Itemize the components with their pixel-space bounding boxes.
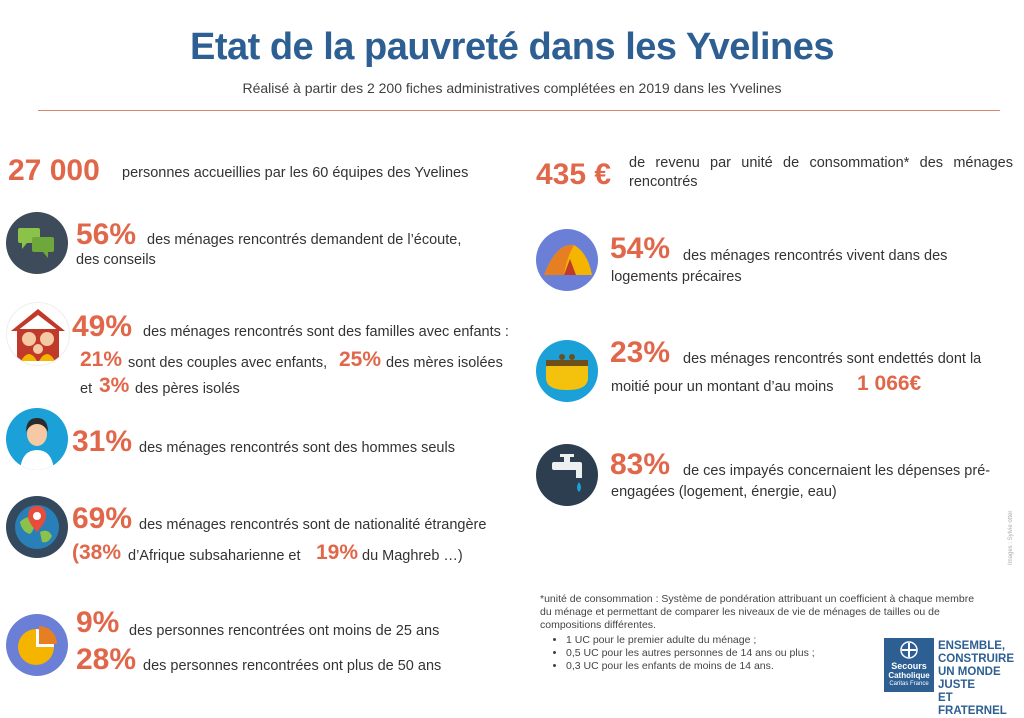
housing-text-2: logements précaires	[611, 269, 742, 285]
families-text: des ménages rencontrés sont des familles avec enfants :	[143, 324, 509, 340]
footnote-intro: *unité de consommation : Système de pondération attribuant un coefficient à chaque membre du ménage et permettant de comparer les niveaux de vie de ménages de tailles ou de compositions différentes.	[540, 593, 975, 631]
secours-catholique-logo	[884, 638, 934, 692]
footnote-item: • 0,5 UC pour les autres personnes de 14 ans ou plus ;	[566, 647, 976, 660]
page-subtitle: Réalisé à partir des 2 200 fiches administratives complétées en 2019 dans les Yvelines	[242, 80, 782, 96]
slogan-line: CONSTRUIRE	[938, 653, 1015, 665]
foreign-value: 69%	[72, 502, 133, 535]
footnote-item: • 1 UC pour le premier adulte du ménage ;	[566, 634, 976, 647]
globe-pin-icon	[6, 496, 68, 558]
listening-value: 56%	[76, 218, 137, 251]
header-divider	[38, 110, 1000, 111]
pie-chart-icon	[6, 614, 68, 676]
africa-value: (38%	[72, 541, 122, 564]
young-text: des personnes rencontrées ont moins de 25 ans	[129, 623, 440, 639]
mothers-text: des mères isolées	[386, 355, 503, 371]
mothers-value: 25%	[339, 348, 382, 371]
logo-name-2: Catholique	[888, 671, 930, 680]
slogan	[938, 640, 1024, 718]
slogan-line: ET FRATERNEL	[938, 692, 1007, 717]
unpaid-value: 83%	[610, 448, 671, 481]
fathers-text: des pères isolés	[135, 381, 240, 397]
image-credit: Images : Sylvie otter	[1008, 510, 1014, 565]
maghreb-text: du Maghreb …)	[362, 548, 463, 564]
unpaid-text-1: de ces impayés concernaient les dépenses pré-	[683, 463, 991, 479]
debt-text-2: moitié pour un montant d’au moins	[611, 379, 834, 395]
listening-text-1: des ménages rencontrés demandent de l’écoute,	[147, 232, 462, 248]
footnote-item: • 0,3 UC pour les enfants de moins de 14 ans.	[566, 660, 976, 673]
slogan-line: ENSEMBLE,	[938, 640, 1006, 652]
debt-value: 23%	[610, 336, 671, 369]
slogan-line: UN MONDE JUSTE	[938, 666, 1001, 691]
man-icon	[6, 408, 68, 470]
unpaid-text-2: engagées (logement, énergie, eau)	[611, 484, 837, 500]
chat-bubbles-icon	[6, 212, 68, 274]
persons-value: 27 000	[8, 154, 100, 187]
logo-name-1: Secours	[891, 661, 927, 671]
family-icon	[6, 302, 70, 366]
logo-name-3: Caritas France	[889, 681, 929, 687]
persons-text: personnes accueillies par les 60 équipes des Yvelines	[122, 165, 469, 181]
water-tap-icon	[536, 444, 598, 506]
africa-text: d’Afrique subsaharienne et	[128, 548, 301, 564]
maghreb-value: 19%	[316, 541, 359, 564]
debt-amount: 1 066€	[857, 372, 922, 395]
single-men-value: 31%	[72, 425, 133, 458]
couples-text: sont des couples avec enfants,	[128, 355, 328, 371]
listening-text-2: des conseils	[76, 252, 156, 268]
old-text: des personnes rencontrées ont plus de 50 ans	[143, 658, 442, 674]
families-and: et	[80, 381, 93, 397]
housing-value: 54%	[610, 232, 671, 265]
fathers-value: 3%	[99, 374, 130, 397]
housing-text-1: des ménages rencontrés vivent dans des	[683, 248, 948, 264]
logo-emblem-icon	[884, 638, 934, 660]
old-value: 28%	[76, 643, 137, 676]
foreign-text: des ménages rencontrés sont de nationalité étrangère	[139, 517, 487, 533]
income-value: 435 €	[536, 158, 612, 191]
single-men-text: des ménages rencontrés sont des hommes seuls	[139, 440, 455, 456]
income-text: de revenu par unité de consommation* des ménages rencontrés	[629, 155, 1013, 190]
purse-icon	[536, 340, 598, 402]
couples-value: 21%	[80, 348, 123, 371]
debt-text-1: des ménages rencontrés sont endettés dont la	[683, 351, 982, 367]
young-value: 9%	[76, 606, 120, 639]
tent-icon	[536, 229, 598, 291]
families-value: 49%	[72, 310, 133, 343]
page-title: Etat de la pauvreté dans les Yvelines	[189, 26, 834, 68]
